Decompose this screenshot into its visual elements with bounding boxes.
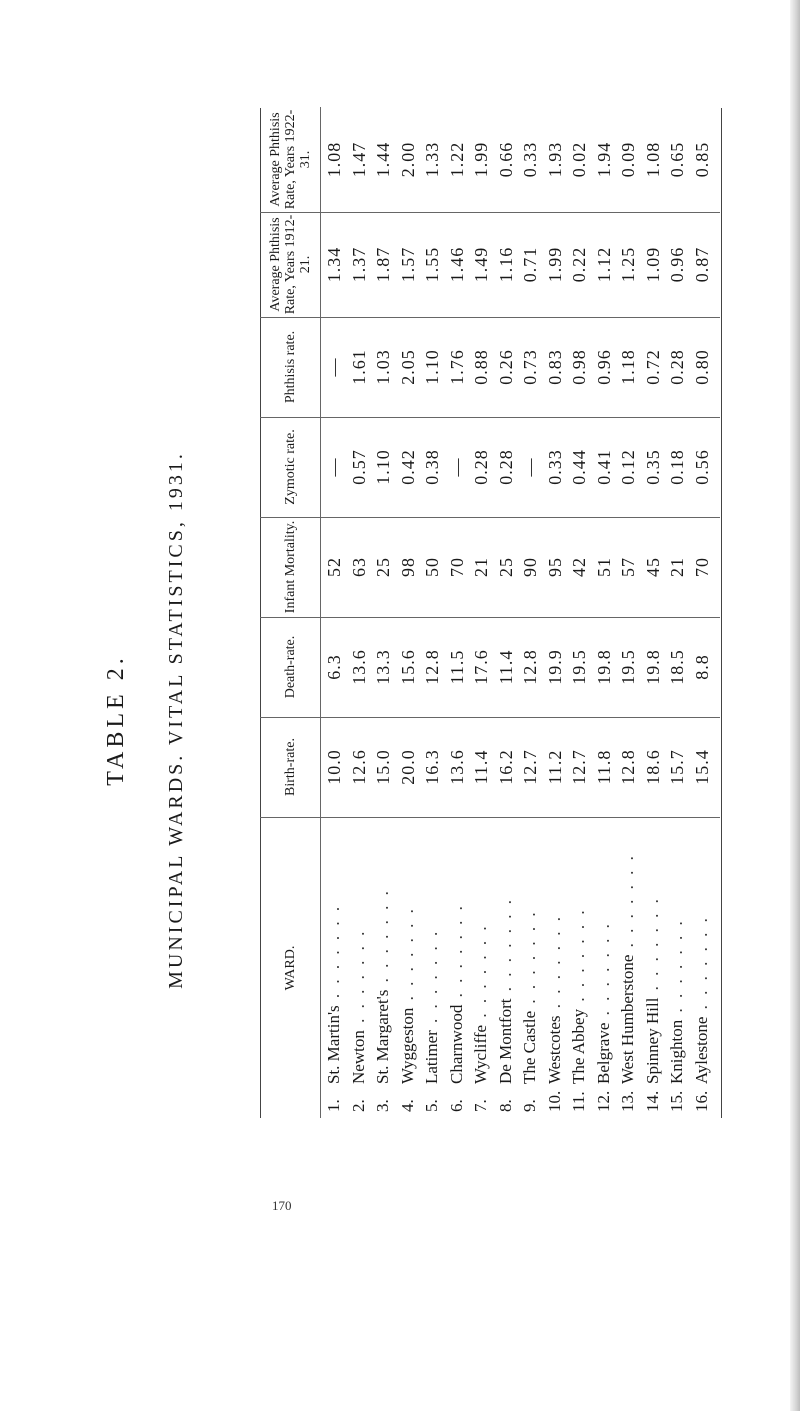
avg1922-value: 1.08 [324,141,344,178]
ward-number: 14. [642,1090,662,1112]
death-value: 12.8 [422,649,442,685]
ward-name: Newton [348,1030,368,1084]
death-value: 19.9 [544,649,565,685]
infant-value: 70 [446,557,467,577]
column-phthisis [260,317,720,418]
death-value: 19.5 [569,649,589,685]
avg1922-value: 1.47 [348,141,369,178]
infant-value: 51 [593,557,614,577]
death-value: 17.6 [471,649,491,685]
zymotic-value: 0.41 [593,449,614,485]
avg1912-value: 0.96 [667,246,687,283]
birth-value: 20.0 [397,749,418,785]
phthisis-value: 0.73 [520,349,540,385]
death-value: 19.5 [618,649,638,685]
infant-value: 21 [471,557,491,577]
avg1922-value: 0.85 [691,141,712,178]
column-cells [322,717,714,817]
death-value: 18.5 [667,649,687,685]
column-avg1922 [260,107,720,213]
column-avg1912 [260,212,720,318]
column-cells [322,617,714,717]
avg1912-value: 1.37 [348,246,369,283]
avg1912-value: 1.12 [593,246,614,283]
ward-name: St. Martin's [324,1005,343,1084]
death-value: 13.3 [373,649,393,685]
phthisis-value: 1.10 [422,349,442,385]
vital-statistics-table [260,108,720,1118]
death-value: 13.6 [348,649,369,685]
scan-edge [790,0,800,1411]
phthisis-value: 0.98 [569,349,589,385]
zymotic-value: 1.10 [373,449,393,485]
ward-cell [641,818,666,1118]
ward-number: 13. [618,1090,637,1112]
avg1912-value: 1.55 [422,246,442,283]
column-header: Average Phthisis Rate, Years 1922-31. [260,107,321,212]
ward-name: Latimer [422,1030,441,1084]
death-value: 11.4 [495,649,516,685]
leader-dots: . . . . . . . [373,888,392,990]
ward-name: Knighton [667,1019,686,1084]
zymotic-value: — [520,457,540,477]
phthisis-value: 0.26 [495,349,516,385]
zymotic-value: 0.12 [618,449,638,485]
avg1922-value: 1.33 [422,141,442,178]
ward-number: 3. [373,1099,392,1112]
column-ward [260,818,720,1118]
avg1922-value: 0.33 [520,141,540,178]
avg1912-value: 1.49 [471,246,491,283]
phthisis-value: 0.72 [642,349,663,385]
column-infant [260,517,720,618]
birth-value: 12.6 [348,749,369,785]
ward-name: Aylestone [691,1016,711,1084]
infant-value: 98 [397,557,418,577]
phthisis-value: 0.83 [544,349,565,385]
zymotic-value: — [446,457,467,477]
zymotic-value: 0.44 [569,449,589,485]
ward-number: 16. [691,1090,711,1112]
avg1922-value: 1.44 [373,141,393,178]
phthisis-value: 0.96 [593,349,614,385]
ward-cell [322,818,347,1118]
avg1912-value: 0.71 [520,246,540,283]
ward-cell [665,818,690,1118]
ward-name: Belgrave [593,1022,613,1084]
leader-dots: . . . . . . . [348,928,368,1031]
death-value: 6.3 [324,654,344,680]
birth-value: 11.2 [544,749,565,785]
birth-value: 12.7 [520,749,540,785]
avg1912-value: 1.87 [373,246,393,283]
death-value: 19.8 [593,649,614,685]
leader-dots: . . . . . . . [544,914,564,1016]
ward-number: 2. [348,1099,368,1112]
infant-value: 52 [324,557,344,577]
page-number: 170 [272,1198,292,1213]
column-cells [322,107,714,212]
ward-name: De Montfort [495,998,515,1084]
avg1912-value: 1.99 [544,246,565,283]
zymotic-value: 0.56 [691,449,712,485]
ward-number: 9. [520,1099,539,1112]
birth-value: 18.6 [642,749,663,785]
avg1922-value: 0.09 [618,141,638,178]
leader-dots: . . . . . . . [667,918,686,1020]
zymotic-value: 0.33 [544,449,565,485]
zymotic-value: 0.18 [667,449,687,485]
phthisis-value: 1.61 [348,349,369,385]
zymotic-value: 0.28 [471,449,491,485]
phthisis-value: 0.28 [667,349,687,385]
zymotic-value: 0.28 [495,449,516,485]
ward-number: 8. [495,1099,515,1112]
ward-cell [592,818,617,1118]
ward-cell [469,818,494,1118]
infant-value: 42 [569,557,589,577]
ward-name: West Humberstone [618,954,637,1084]
leader-dots: . . . . . . . [422,928,441,1031]
birth-value: 15.7 [667,749,687,785]
birth-value: 12.8 [618,749,638,785]
ward-name: The Abbey [569,1008,588,1084]
birth-value: 15.4 [691,749,712,785]
avg1912-value: 0.22 [569,246,589,283]
column-cells [322,417,714,517]
birth-value: 16.3 [422,749,442,785]
avg1922-value: 1.99 [471,141,491,178]
column-cells [322,212,714,317]
birth-value: 11.4 [471,749,491,785]
column-header: Death-rate. [260,617,321,717]
ward-cell [518,818,543,1118]
zymotic-value: 0.35 [642,449,663,485]
avg1922-value: 0.02 [569,141,589,178]
zymotic-value: 0.38 [422,449,442,485]
avg1912-value: 1.57 [397,246,418,283]
avg1922-value: 2.00 [397,141,418,178]
zymotic-value: — [324,457,344,477]
phthisis-value: — [324,357,344,377]
ward-cell [567,818,592,1118]
birth-value: 13.6 [446,749,467,785]
avg1922-value: 1.22 [446,141,467,178]
ward-cell [616,818,641,1118]
infant-value: 95 [544,557,565,577]
ward-number: 11. [569,1091,588,1112]
infant-value: 70 [691,557,712,577]
ward-cell [347,818,372,1118]
avg1912-value: 1.09 [642,246,663,283]
ward-name: The Castle [520,1010,539,1084]
ward-cell [420,818,445,1118]
ward-number: 12. [593,1090,613,1112]
ward-cell [371,818,396,1118]
leader-dots: . . . . . . . [397,906,417,1008]
leader-dots: . . . . . . . [569,907,588,1009]
phthisis-value: 1.03 [373,349,393,385]
infant-value: 57 [618,557,638,577]
leader-dots: . . . . . . . [593,921,613,1023]
infant-value: 90 [520,557,540,577]
column-zymotic [260,417,720,518]
ward-number: 1. [324,1099,343,1112]
birth-value: 11.8 [593,749,614,785]
ward-number: 5. [422,1099,441,1112]
column-header: Zymotic rate. [260,417,321,517]
avg1912-value: 1.46 [446,246,467,283]
ward-name: Westcotes [544,1015,564,1084]
ward-name: Wycliffe [471,1024,490,1084]
death-value: 15.6 [397,649,418,685]
birth-value: 12.7 [569,749,589,785]
ward-name: Wyggeston [397,1007,417,1084]
birth-value: 16.2 [495,749,516,785]
leader-dots: . . . . . . . [471,923,490,1025]
phthisis-value: 2.05 [397,349,418,385]
avg1912-value: 0.87 [691,246,712,283]
column-cells [322,818,714,1118]
ward-name: Charnwood [446,1004,466,1084]
leader-dots: . . . . . . . [324,903,343,1006]
column-birth [260,717,720,818]
ward-number: 7. [471,1099,490,1112]
infant-value: 25 [373,557,393,577]
table-label: TABLE 2. [103,654,129,786]
leader-dots: . . . . . . . [642,896,662,998]
ward-cell [543,818,568,1118]
phthisis-value: 0.88 [471,349,491,385]
infant-value: 45 [642,557,663,577]
infant-value: 63 [348,557,369,577]
ward-number: 10. [544,1090,564,1112]
avg1922-value: 1.93 [544,141,565,178]
column-header: Average Phthisis Rate, Years 1912-21. [260,212,321,317]
ward-cell [494,818,519,1118]
leader-dots: . . . . . . . [520,909,539,1011]
ward-cell [396,818,421,1118]
ward-cell [445,818,470,1118]
infant-value: 25 [495,557,516,577]
leader-dots: . . . . . . . [618,853,637,955]
death-value: 19.8 [642,649,663,685]
avg1912-value: 1.25 [618,246,638,283]
death-value: 8.8 [691,654,712,680]
zymotic-value: 0.42 [397,449,418,485]
leader-dots: . . . . . . . [495,897,515,999]
avg1922-value: 1.08 [642,141,663,178]
death-value: 11.5 [446,649,467,685]
avg1922-value: 0.65 [667,141,687,178]
infant-value: 21 [667,557,687,577]
avg1912-value: 1.16 [495,246,516,283]
leader-dots: . . . . . . . [691,915,711,1017]
ward-name: St. Margaret's [373,989,392,1084]
column-header: Phthisis rate. [260,317,321,417]
phthisis-value: 0.80 [691,349,712,385]
ward-number: 15. [667,1090,686,1112]
column-header: WARD. [260,818,321,1118]
column-header: Birth-rate. [260,717,321,817]
avg1922-value: 0.66 [495,141,516,178]
column-header: Infant Mortality. [260,517,321,617]
column-cells [322,317,714,417]
table-title: MUNICIPAL WARDS. VITAL STATISTICS, 1931. [165,451,187,989]
phthisis-value: 1.18 [618,349,638,385]
column-death [260,617,720,718]
death-value: 12.8 [520,649,540,685]
birth-value: 15.0 [373,749,393,785]
zymotic-value: 0.57 [348,449,369,485]
infant-value: 50 [422,557,442,577]
avg1912-value: 1.34 [324,246,344,283]
birth-value: 10.0 [324,749,344,785]
phthisis-value: 1.76 [446,349,467,385]
avg1922-value: 1.94 [593,141,614,178]
ward-name: Spinney Hill [642,997,662,1084]
ward-cell [690,818,715,1118]
leader-dots: . . . . . . . [446,903,466,1005]
ward-number: 6. [446,1099,466,1112]
column-cells [322,517,714,617]
ward-number: 4. [397,1099,417,1112]
